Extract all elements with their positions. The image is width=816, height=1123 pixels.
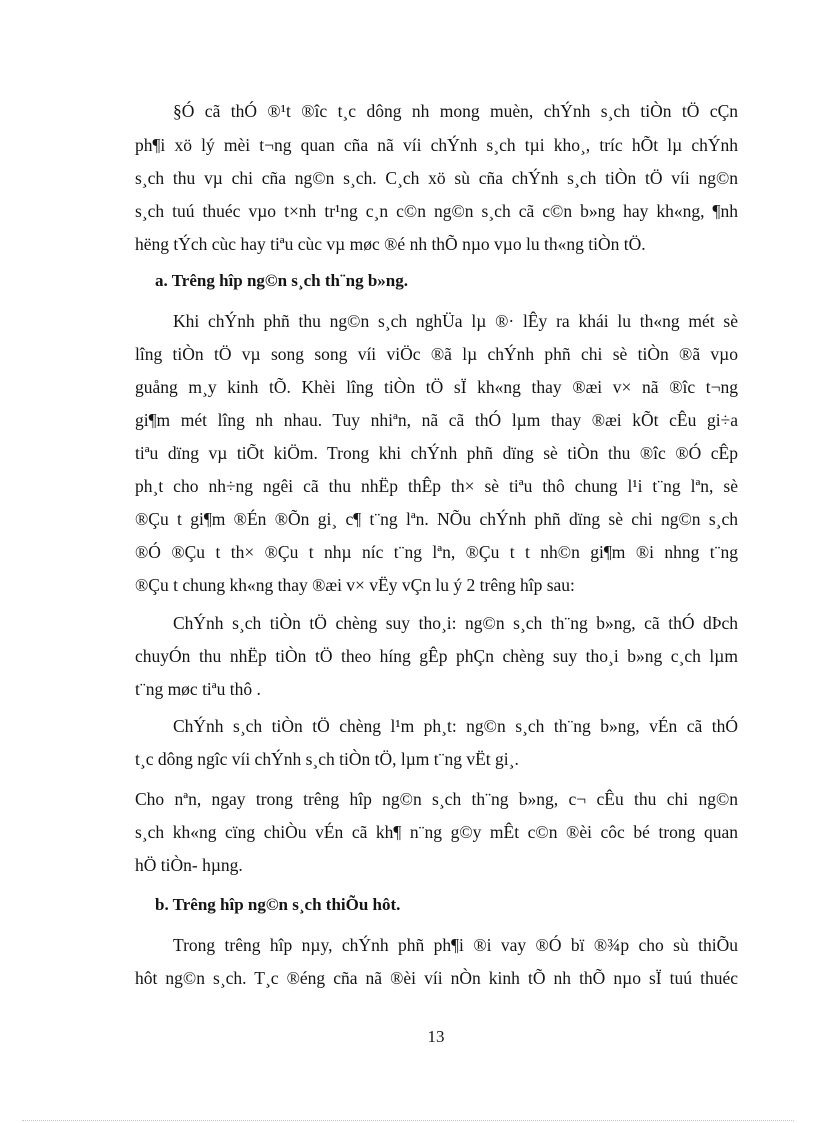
- paragraph-line: s¸ch thu vµ chi cña ng©n s¸ch. C¸ch xö sù cña chÝnh s¸ch tiÒn tÖ víi ng©n: [135, 168, 738, 188]
- paragraph-line: hÖ tiÒn- hµng.: [135, 855, 243, 875]
- paragraph-line: ph¸t cho nh÷ng ngêi cã thu nhËp thÊp th× sè tiªu thô chung l¹i t¨ng lªn, sè: [135, 476, 738, 496]
- paragraph-line: gi¶m mét lîng nh nhau. Tuy nhiªn, nã cã thÓ lµm thay ®æi kÕt cÊu gi÷a: [135, 410, 738, 430]
- paragraph-line: s¸ch tuú thuéc vµo t×nh tr¹ng c¸n c©n ng©n s¸ch cã c©n b»ng hay kh«ng, ¶nh: [135, 201, 738, 221]
- paragraph-line: guång m¸y kinh tÕ. Khèi lîng tiÒn tÖ sÏ kh«ng thay ®æi v× nã ®îc t¬ng: [135, 377, 738, 397]
- paragraph-line: ®Çu t chung kh«ng thay ®æi v× vËy vÇn lu ý 2 trêng hîp sau:: [135, 575, 575, 595]
- paragraph-line: ChÝnh s¸ch tiÒn tÖ chèng l¹m ph¸t: ng©n s¸ch th¨ng b»ng, vÉn cã thÓ: [173, 716, 738, 736]
- paragraph-line: ph¶i xö lý mèi t¬ng quan cña nã víi chÝnh s¸ch tµi kho¸, tríc hÕt lµ chÝnh: [135, 135, 738, 155]
- paragraph-line: tiªu dïng vµ tiÕt kiÖm. Trong khi chÝnh phñ dïng sè tiÒn thu ®îc ®Ó cÊp: [135, 443, 738, 463]
- paragraph-line: t¸c dông ngîc víi chÝnh s¸ch tiÒn tÖ, lµm t¨ng vËt gi¸.: [135, 749, 519, 769]
- section-heading-a: a. Trêng hîp ng©n s¸ch th¨ng b»ng.: [155, 271, 408, 290]
- paragraph-line: lîng tiÒn tÖ vµ song song víi viÖc ®ã lµ chÝnh phñ chi sè tiÒn ®ã vµo: [135, 344, 738, 364]
- paragraph-line: ChÝnh s¸ch tiÒn tÖ chèng suy tho¸i: ng©n s¸ch th¨ng b»ng, cã thÓ dÞch: [173, 613, 738, 633]
- paragraph-line: chuyÓn thu nhËp tiÒn tÖ theo híng gÊp phÇn chèng suy tho¸i b»ng c¸ch lµm: [135, 646, 738, 666]
- paragraph-line: §Ó cã thÓ ®¹t ®îc t¸c dông nh mong muèn, chÝnh s¸ch tiÒn tÖ cÇn: [173, 101, 738, 121]
- paragraph-line: t¨ng møc tiªu thô .: [135, 679, 261, 699]
- paragraph-line: ®Çu t gi¶m ®Én ®Õn gi¸ c¶ t¨ng lªn. NÕu chÝnh phñ dïng sè chi ng©n s¸ch: [135, 509, 738, 529]
- paragraph-line: Cho nªn, ngay trong trêng hîp ng©n s¸ch th¨ng b»ng, c¬ cÊu thu chi ng©n: [135, 789, 738, 809]
- section-heading-b: b. Trêng hîp ng©n s¸ch thiÕu hôt.: [155, 895, 401, 914]
- paragraph-line: s¸ch kh«ng cïng chiÒu vÉn cã kh¶ n¨ng g©y mÊt c©n ®èi côc bé trong quan: [135, 822, 738, 842]
- paragraph-line: hôt ng©n s¸ch. T¸c ®éng cña nã ®èi víi nÒn kinh tÕ nh thÕ nµo sÏ tuú thuéc: [135, 968, 738, 988]
- page-number: 13: [427, 1027, 445, 1046]
- paragraph-line: Trong trêng hîp nµy, chÝnh phñ ph¶i ®i vay ®Ó bï ®¾p cho sù thiÕu: [173, 935, 738, 955]
- paragraph-line: ®Ó ®Çu t th× ®Çu t nhµ níc t¨ng lªn, ®Çu t t nh©n gi¶m ®i nhng t¨ng: [135, 542, 738, 562]
- footer-divider: [22, 1120, 794, 1121]
- paragraph-line: Khi chÝnh phñ thu ng©n s¸ch nghÜa lµ ®· lÊy ra khái lu th«ng mét sè: [173, 311, 738, 331]
- paragraph-line: hëng tÝch cùc hay tiªu cùc vµ møc ®é nh thÕ nµo vµo lu th«ng tiÒn tÖ.: [135, 234, 646, 254]
